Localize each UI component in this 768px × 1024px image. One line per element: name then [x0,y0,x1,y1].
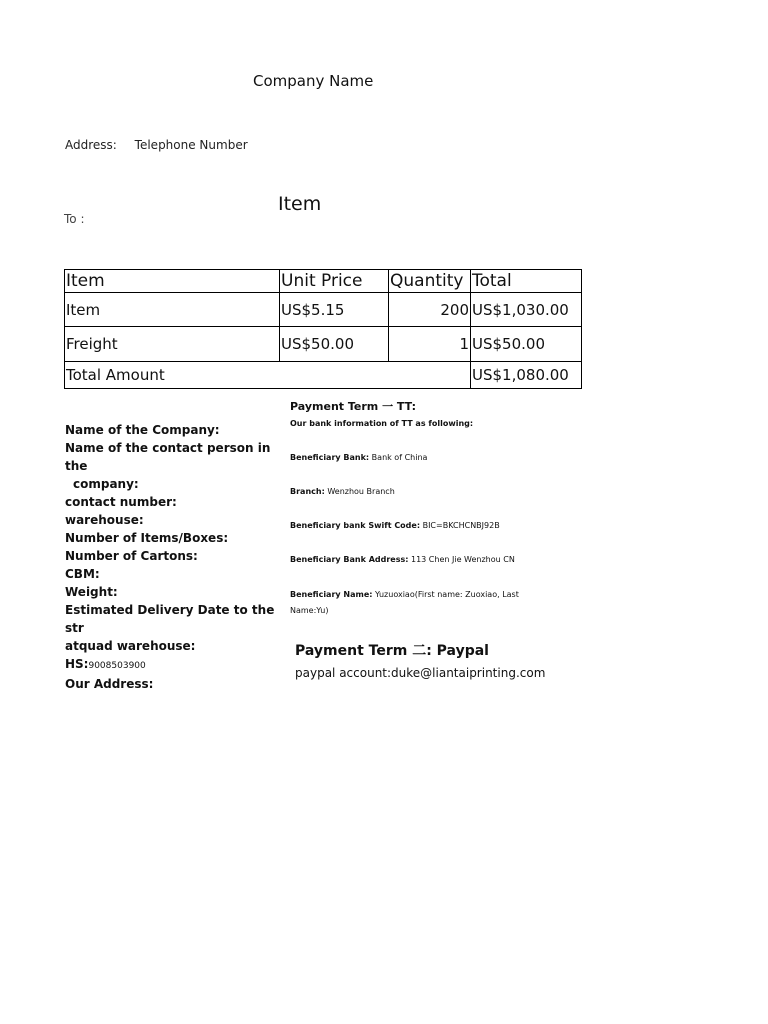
table-row [65,327,582,362]
beneficiary-name-label: Beneficiary Name: [290,590,373,599]
cell-quantity: 200 [389,293,471,327]
field-contact-person-cont: company: [73,477,139,491]
bank-address-label: Beneficiary Bank Address: [290,555,409,564]
header-unit-price: Unit Price [280,270,389,293]
bank-address-value: 113 Chen Jie Wenzhou CN [410,555,515,564]
company-name: Company Name [253,72,374,90]
hs-label: HS: [65,657,89,671]
field-our-address: Our Address: [65,677,154,691]
to-label: To : [64,212,85,226]
total-amount-value: US$1,080.00 [471,362,582,389]
cell-item: Item [65,293,280,327]
field-warehouse: warehouse: [65,513,144,527]
total-amount-label: Total Amount [65,362,471,389]
table-header-row [65,270,582,293]
hs-value: 9008503900 [88,661,146,671]
branch [290,487,395,496]
field-cbm: CBM: [65,567,100,581]
beneficiary-name-value: Yuzuoxiao(First name: Zuoxiao, Last [375,590,519,599]
address-label: Address: [65,138,117,152]
items-table [64,269,582,389]
payment-term-paypal-title: Payment Term 二: Paypal [295,643,489,659]
cell-item: Freight [65,327,280,362]
table-row [65,293,582,327]
field-delivery-date-cont: atquad warehouse: [65,639,196,653]
beneficiary-bank [290,453,427,462]
swift-label: Beneficiary bank Swift Code: [290,521,421,530]
field-weight: Weight: [65,585,118,599]
beneficiary-name-cont: Name:Yu) [290,606,329,615]
branch-label: Branch: [290,487,325,496]
total-row [65,362,582,389]
swift-code [290,521,500,530]
telephone-label: Telephone Number [134,138,248,152]
swift-value: BIC=BKCHCNBJ92B [422,521,500,530]
cell-total: US$50.00 [471,327,582,362]
shipping-fields [65,421,283,693]
branch-value: Wenzhou Branch [327,487,395,496]
payment-term-tt-title: Payment Term 一 TT: [290,400,416,413]
field-contact-person: Name of the contact person in the [65,441,271,473]
beneficiary-bank-label: Beneficiary Bank: [290,453,370,462]
cell-quantity: 1 [389,327,471,362]
document-title: Item [278,193,322,215]
field-cartons: Number of Cartons: [65,549,198,563]
beneficiary-name [290,590,519,599]
address-line [65,138,248,152]
cell-unit-price: US$50.00 [280,327,389,362]
field-hs [65,655,283,675]
header-quantity: Quantity [389,270,471,293]
cell-total: US$1,030.00 [471,293,582,327]
field-items-boxes: Number of Items/Boxes: [65,531,229,545]
header-item: Item [65,270,280,293]
bank-info-intro: Our bank information of TT as following: [290,419,474,428]
bank-address [290,555,515,564]
field-delivery-date: Estimated Delivery Date to the str [65,603,275,635]
header-total: Total [471,270,582,293]
field-company: Name of the Company: [65,423,220,437]
cell-unit-price: US$5.15 [280,293,389,327]
payment-terms [290,398,575,680]
paypal-account: paypal account:duke@liantaiprinting.com [295,666,546,680]
field-contact-number: contact number: [65,495,177,509]
beneficiary-bank-value: Bank of China [371,453,428,462]
